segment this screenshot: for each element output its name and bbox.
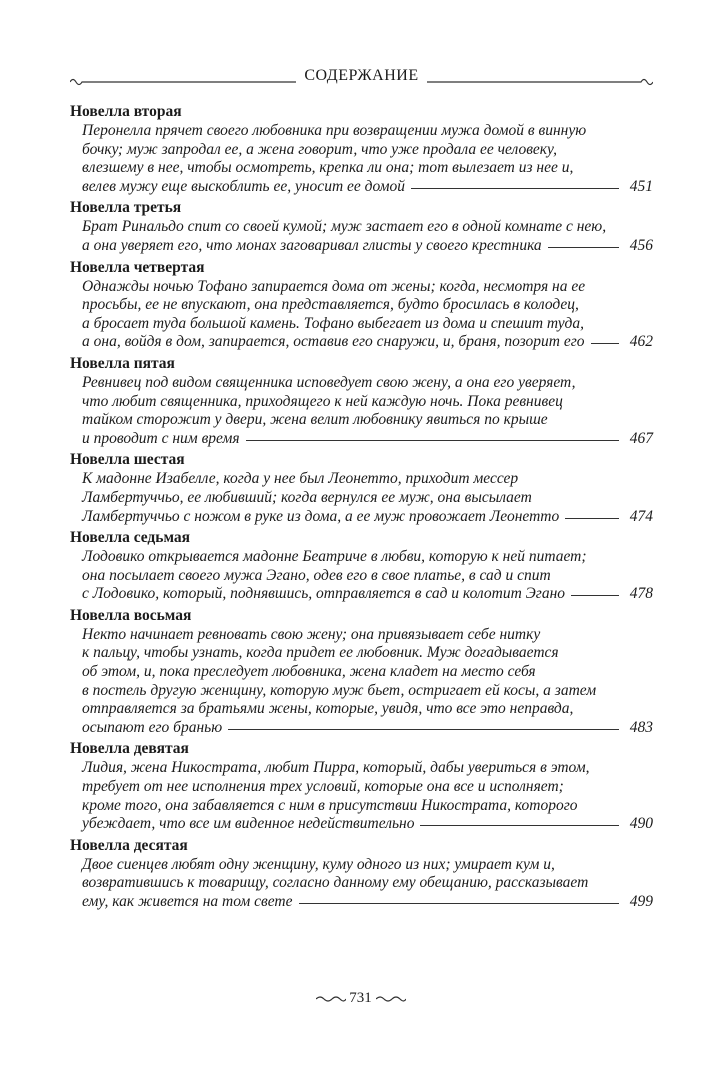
dot-leader	[548, 247, 619, 248]
entry-page-number: 451	[629, 177, 653, 195]
entry-summary-line: в постель другую женщину, которую муж бьет, остригает ей косы, а затем	[82, 681, 597, 699]
entry-summary-line: об этом, и, пока преследует любовника, жена кладет на место себя	[82, 663, 536, 681]
entry-summary-last-line	[70, 815, 653, 834]
entry-summary-line: Ревнивец под видом священника исповедует свою жену, а она его уверяет,	[82, 373, 576, 391]
entry-title: Новелла шестая	[70, 451, 185, 469]
entry-summary-line: кроме того, она забавляется с ним в присутствии Никострата, которого	[82, 796, 578, 814]
entry-summary-line: бочку; муж запродал ее, а жена говорит, что уже продала ее человеку,	[82, 140, 558, 158]
dot-leader	[571, 595, 619, 596]
entry-page-number: 499	[629, 893, 653, 910]
dot-leader	[299, 903, 620, 904]
entry-summary-last-line	[70, 333, 653, 352]
entry-summary-line: возвратившись к товарищу, согласно данному ему обещанию, рассказывает	[82, 874, 589, 892]
entry-summary-line: Некто начинает ревновать свою жену; она привязывает себе нитку	[82, 625, 541, 643]
page-number: 731	[349, 990, 372, 1006]
entry-summary-line: просьбы, ее не впускают, она представляется, будто бросилась в колодец,	[82, 296, 579, 314]
entry-summary-line: а бросает туда большой камень. Тофано выбегает из дома и спешит туда,	[82, 314, 584, 332]
dot-leader	[420, 825, 619, 826]
entry-page-number: 490	[629, 815, 653, 833]
entry-summary-line: убеждает, что все им виденное недействительно	[82, 815, 415, 833]
table-of-contents	[70, 102, 653, 914]
entry-summary-line: влезшему в нее, чтобы осмотреть, крепка ли она; тот вылезает из нее и,	[82, 159, 574, 177]
entry-summary-line: Однажды ночью Тофано запирается дома от жены; когда, несмотря на ее	[82, 277, 586, 295]
entry-summary-line: велев мужу еще выскоблить ее, уносит ее домой	[82, 177, 406, 195]
entry-title: Новелла десятая	[70, 836, 188, 854]
entry-summary-line: отправляется за братьями жены, которые, увидя, что все это неправда,	[82, 700, 574, 718]
entry-title: Новелла пятая	[70, 354, 175, 372]
entry-summary-last-line	[70, 178, 653, 197]
dot-leader	[591, 343, 619, 344]
toc-entry	[70, 739, 653, 833]
entry-page-number: 467	[629, 429, 653, 447]
entry-summary-last-line	[70, 585, 653, 604]
entry-summary-line: Перонелла прячет своего любовника при возвращении мужа домой в винную	[82, 122, 587, 139]
entry-summary-line: К мадонне Изабелле, когда у нее был Леонетто, приходит мессер	[82, 470, 519, 488]
page-footer	[0, 990, 721, 1007]
entry-summary-last-line	[70, 719, 653, 738]
entry-summary-last-line	[70, 430, 653, 449]
entry-page-number: 474	[629, 507, 653, 525]
entry-summary-line: и проводит с ним время	[82, 429, 240, 447]
entry-summary-line: Ламбертуччьо, ее любивший; когда вернулся ее муж, она высылает	[82, 488, 532, 506]
dot-leader	[565, 518, 619, 519]
entry-summary-line: к пальцу, чтобы узнать, когда придет ее любовник. Муж догадывается	[82, 644, 559, 662]
entry-title: Новелла вторая	[70, 103, 182, 120]
entry-summary-line: а она уверяет его, что монах заговаривал глисты у своего крестника	[82, 236, 542, 254]
entry-summary-line: она посылает своего мужа Эгано, одев его в свое платье, в сад и спит	[82, 566, 551, 584]
toc-entry	[70, 258, 653, 352]
entry-summary-line: Лидия, жена Никострата, любит Пирра, который, дабы увериться в этом,	[82, 759, 590, 777]
dot-leader	[411, 188, 619, 189]
toc-entry	[70, 836, 653, 912]
entry-summary-line: Брат Ринальдо спит со своей кумой; муж застает его в одной комнате с нею,	[82, 218, 607, 236]
entry-summary-line: Лодовико открывается мадонне Беатриче в любви, которую к ней питает;	[82, 548, 587, 566]
entry-summary-last-line	[70, 893, 653, 912]
entry-summary-line: а она, войдя в дом, запирается, оставив его снаружи, и, браня, позорит его	[82, 333, 585, 351]
dot-leader	[228, 729, 619, 730]
entry-summary-line: Ламбертуччьо с ножом в руке из дома, а ее муж провожает Леонетто	[82, 507, 560, 525]
dot-leader	[246, 440, 619, 441]
toc-entry	[70, 528, 653, 604]
entry-page-number: 462	[629, 333, 653, 351]
entry-title: Новелла девятая	[70, 740, 189, 758]
entry-page-number: 456	[629, 236, 653, 254]
entry-summary-line: осыпают его бранью	[82, 718, 223, 736]
toc-entry	[70, 450, 653, 526]
toc-entry	[70, 354, 653, 448]
entry-summary-line: что любит священника, приходящего к ней каждую ночь. Пока ревнивец	[82, 392, 563, 410]
entry-title: Новелла восьмая	[70, 606, 192, 624]
section-title: СОДЕРЖАНИЕ	[70, 67, 653, 85]
toc-entry	[70, 102, 653, 196]
entry-title: Новелла третья	[70, 199, 182, 217]
entry-page-number: 478	[629, 585, 653, 603]
entry-summary-line: ему, как живется на том свете	[82, 893, 293, 910]
entry-summary-line: требует от нее исполнения трех условий, которые она все и исполняет;	[82, 778, 564, 796]
toc-entry	[70, 606, 653, 738]
entry-page-number: 483	[629, 718, 653, 736]
entry-summary-last-line	[70, 508, 653, 527]
toc-entry	[70, 198, 653, 255]
left-ornament-icon	[316, 995, 346, 1003]
page-header	[70, 62, 653, 96]
entry-summary-last-line	[70, 237, 653, 256]
right-ornament-icon	[376, 995, 406, 1003]
entry-summary-line: с Лодовико, который, поднявшись, отправляется в сад и колотит Эгано	[82, 585, 566, 603]
entry-summary-line: тайком сторожит у двери, жена велит любовнику явиться по крыше	[82, 411, 548, 429]
entry-title: Новелла седьмая	[70, 529, 191, 547]
entry-summary-line: Двое сиенцев любят одну женщину, куму одного из них; умирает кум и,	[82, 855, 555, 873]
entry-title: Новелла четвертая	[70, 258, 205, 276]
